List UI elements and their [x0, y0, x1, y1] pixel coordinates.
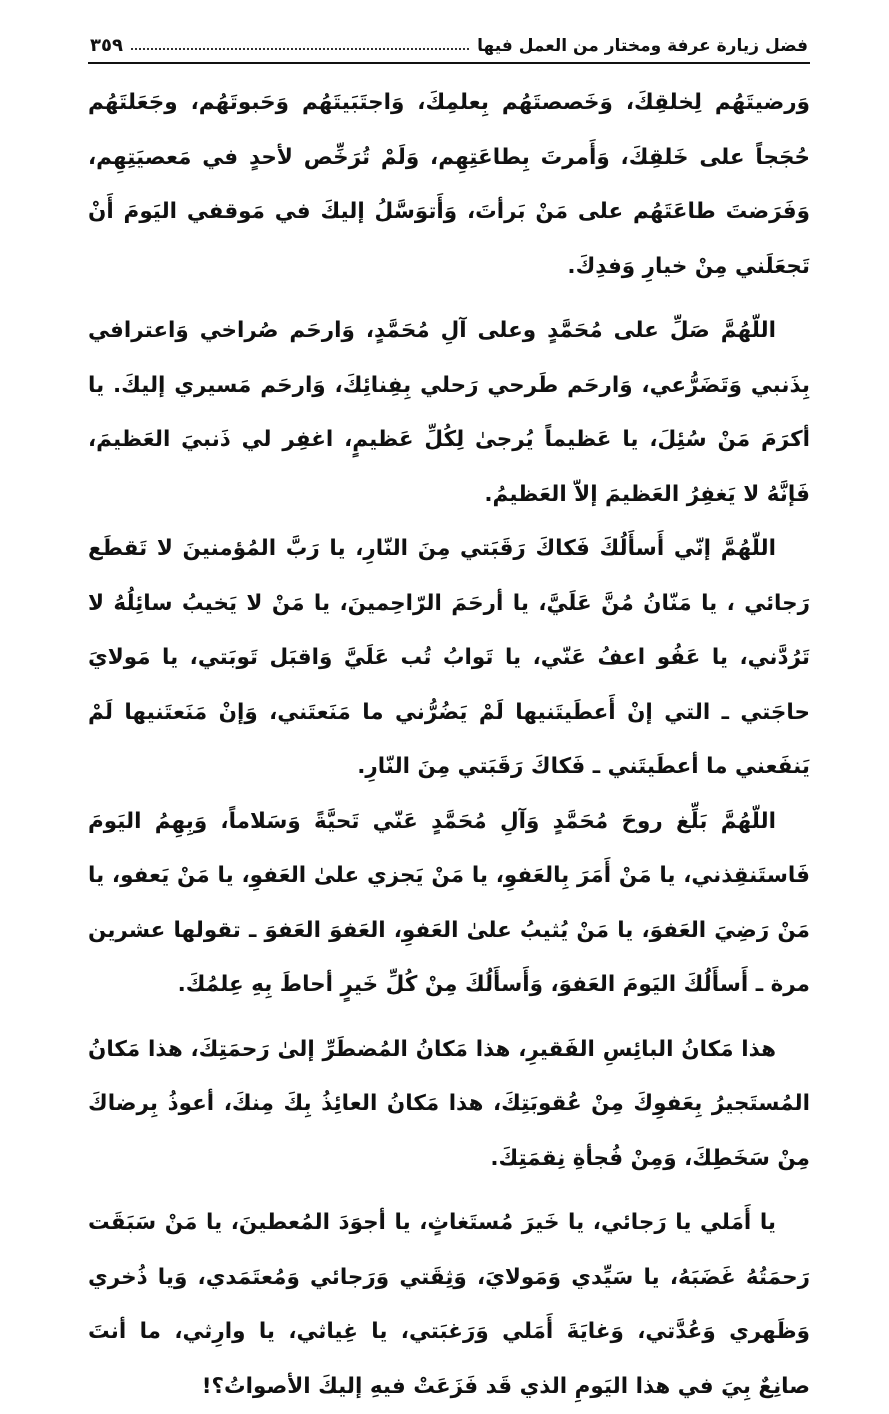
paragraph-5: هذا مَكانُ البائِسِ الفَقيرِ، هذا مَكانُ المُضطَرِّ إلىٰ رَحمَتِكَ، هذا مَكانُ المُستَجيرُ بِعَفوِكَ مِنْ عُقوبَتِكَ، هذا مَكانُ العائِذُ بِكَ مِنكَ، أعوذُ بِرضاكَ مِنْ سَخَطِكَ، وَمِنْ فُجأةِ نِقمَتِكَ. — [88, 1036, 810, 1171]
book-page — [88, 24, 810, 1399]
running-header — [88, 24, 810, 64]
paragraph-6: يا أَمَلي يا رَجائي، يا خَيرَ مُستَغاثٍ، يا أجوَدَ المُعطينَ، يا مَنْ سَبَقَت رَحمَتُهُ غَضَبَهُ، يا سَيِّدي وَمَولايَ، وَثِقَتي وَرَجائي وَمُعتَمَدي، وَيا ذُخري وَظَهري وَعُدَّتي، وَغايَةَ أَمَلي وَرَغبَتي، يا غِياثي، يا وارِثي، ما أنتَ صانِعٌ بِيَ في هذا اليَومِ الذي قَد فَزَعَتْ فيهِ إليكَ الأصواتُ؟! — [88, 1210, 810, 1399]
paragraph-1: وَرضيتَهُم لِخلقِكَ، وَخَصصتَهُم بِعلمِكَ، وَاجتَبَيتَهُم وَحَبوتَهُم، وجَعَلتَهُم حُجَجاً على خَلقِكَ، وَأَمرتَ بِطاعَتِهِم، وَلَمْ تُرَخِّص لأحدٍ في مَعصيَتِهِم، وَفَرَضتَ طاعَتَهُم على مَنْ بَرأتَ، وَأَتوَسَّلُ إليكَ في مَوقفي اليَومَ أَنْ تَجعَلَني مِنْ خيارِ وَفدِكَ. — [88, 90, 810, 279]
paragraph-3: اللّهُمَّ إنّي أَسأَلُكَ فَكاكَ رَقَبَتي مِنَ النّارِ، يا رَبَّ المُؤمنينَ لا تَقطَع رَجائي ، يا مَنّانُ مُنَّ عَلَيَّ، يا أرحَمَ الرّاحِمينَ، يا مَنْ لا يَخيبُ سائِلُهُ لا تَرُدَّني، يا عَفُو اعفُ عَنّي، يا تَوابُ تُب عَلَيَّ وَاقبَل تَوبَتي، يا مَولايَ حاجَتي ـ التي إنْ أَعطَيتَنيها لَمْ يَضُرُّني ما مَنَعتَني، وَإنْ مَنَعتَنيها لَمْ يَنفَعني ما أعطَيتَني ـ فَكاكَ رَقَبَتي مِنَ النّارِ. — [88, 536, 810, 779]
paragraph-2: اللّهُمَّ صَلِّ على مُحَمَّدٍ وعلى آلِ مُحَمَّدٍ، وَارحَم صُراخي وَاعترافي بِذَنبي وَتَضَرُّعي، وَارحَم طَرحي رَحلي بِفِنائِكَ، وَارحَم مَسيري إليكَ. يا أكرَمَ مَنْ سُئِلَ، يا عَظيماً يُرجىٰ لِكُلِّ عَظيمٍ، اغفِر لي ذَنبيَ العَظيمَ، فَإنَّهُ لا يَغفِرُ العَظيمَ إلاّ العَظيمُ. — [88, 318, 810, 507]
paragraph-4: اللّهُمَّ بَلِّغ روحَ مُحَمَّدٍ وَآلِ مُحَمَّدٍ عَنّي تَحيَّةً وَسَلاماً، وَبِهِمُ اليَومَ فَاستَنقِذني، يا مَنْ أَمَرَ بِالعَفوِ، يا مَنْ يَجزي علىٰ العَفوِ، يا مَنْ يَعفو، يا مَنْ رَضِيَ العَفوَ، يا مَنْ يُثيبُ علىٰ العَفوِ، العَفوَ العَفوَ ـ تقولها عشرين مرة ـ أَسأَلُكَ اليَومَ العَفوَ، وَأَسأَلُكَ مِنْ كُلِّ خَيرٍ أحاطَ بِهِ عِلمُكَ. — [88, 808, 810, 997]
chapter-title: فضل زيارة عرفة ومختار من العمل فيها — [477, 36, 808, 56]
dot-leader — [131, 48, 469, 50]
body-text — [88, 76, 810, 1414]
page-number: ٣٥٩ — [90, 35, 123, 56]
